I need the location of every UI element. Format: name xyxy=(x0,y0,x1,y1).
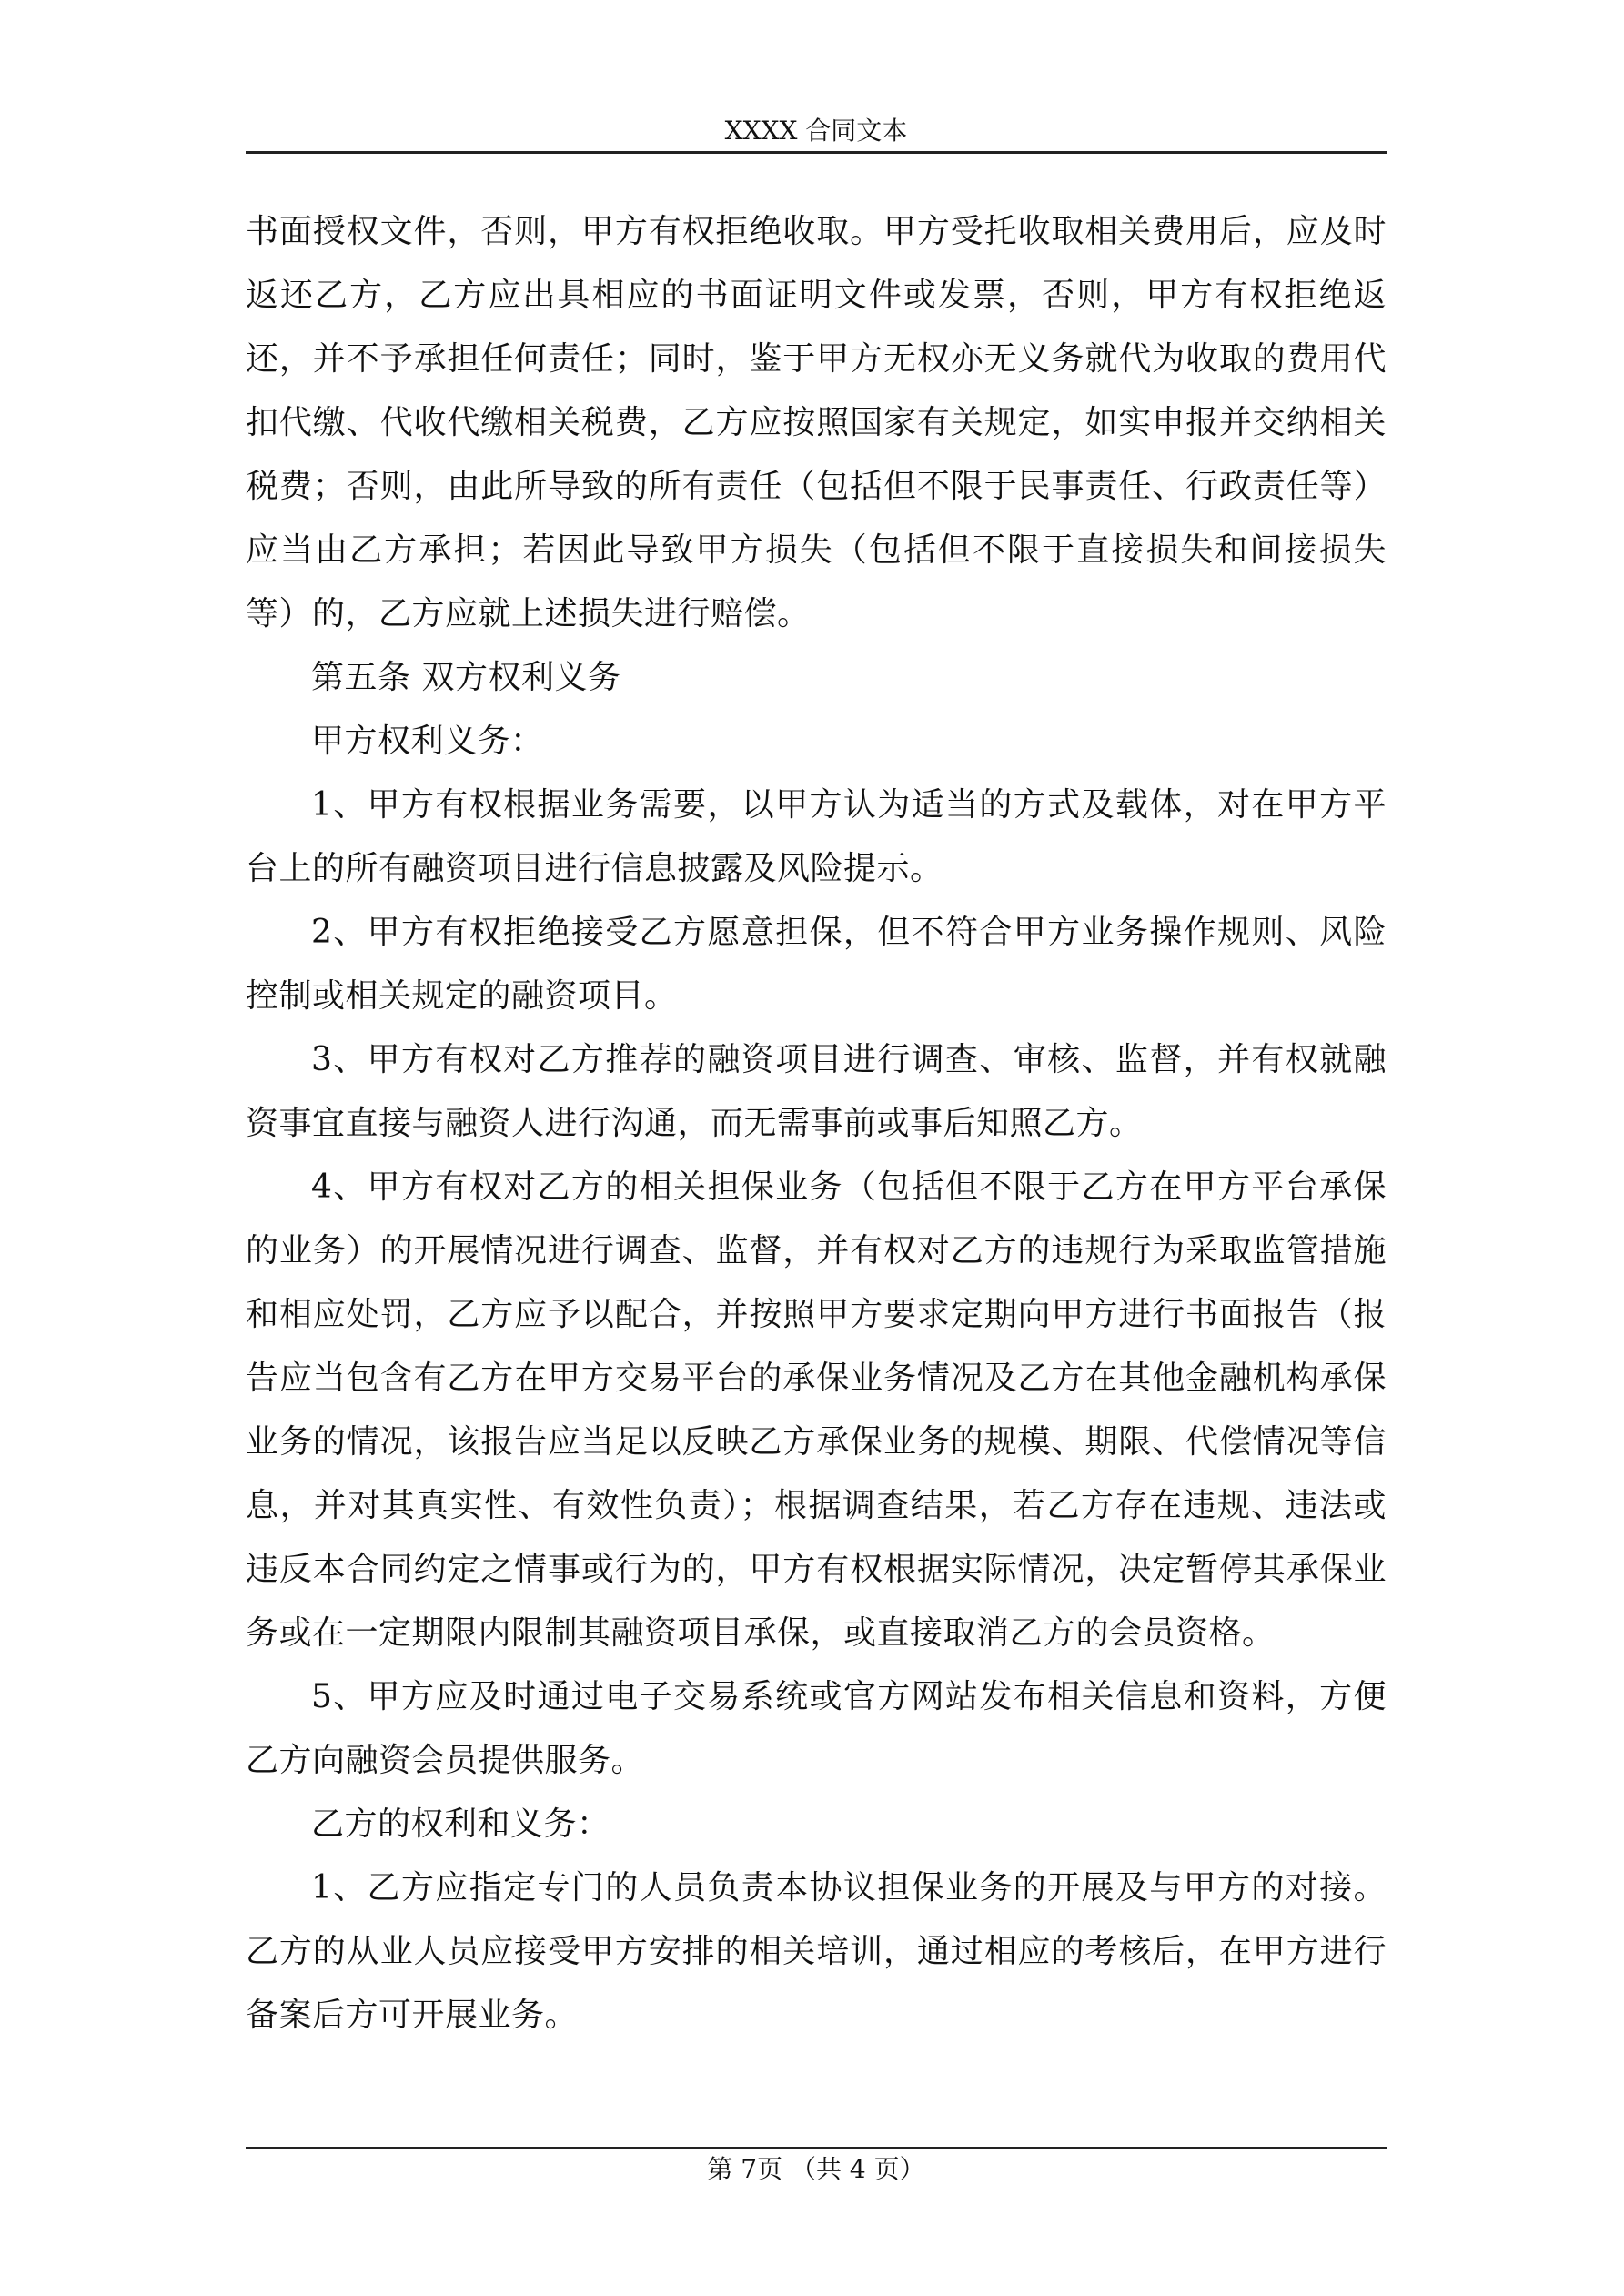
clause-a-3: 3、甲方有权对乙方推荐的融资项目进行调查、审核、监督，并有权就融资事宜直接与融资人进行沟通，而无需事前或事后知照乙方。 xyxy=(246,1041,1387,1142)
page-header-title: XXXX 合同文本 xyxy=(724,116,908,146)
clause-a-5: 5、甲方应及时通过电子交易系统或官方网站发布相关信息和资料，方便乙方向融资会员提供服务。 xyxy=(246,1678,1387,1779)
clause-a-1: 1、甲方有权根据业务需要，以甲方认为适当的方式及载体，对在甲方平台上的所有融资项目进行信息披露及风险提示。 xyxy=(246,786,1387,887)
paragraph-continuation: 书面授权文件，否则，甲方有权拒绝收取。甲方受托收取相关费用后，应及时返还乙方，乙方应出具相应的书面证明文件或发票，否则，甲方有权拒绝返还，并不予承担任何责任；同时，鉴于甲方无权亦无义务就代为收取的费用代扣代缴、代收代缴相关税费，乙方应按照国家有关规定，如实申报并交纳相关税费；否则，由此所导致的所有责任（包括但不限于民事责任、行政责任等）应当由乙方承担；若因此导致甲方损失（包括但不限于直接损失和间接损失等）的，乙方应就上述损失进行赔偿。 xyxy=(246,213,1387,632)
clause-a-2: 2、甲方有权拒绝接受乙方愿意担保，但不符合甲方业务操作规则、风险控制或相关规定的融资项目。 xyxy=(246,914,1387,1015)
clause-b-1: 1、乙方应指定专门的人员负责本协议担保业务的开展及与甲方的对接。乙方的从业人员应接受甲方安排的相关培训，通过相应的考核后，在甲方进行备案后方可开展业务。 xyxy=(246,1869,1387,2034)
document-body xyxy=(246,200,1387,2048)
subheading-party-b-rights: 乙方的权利和义务： xyxy=(311,1805,610,1843)
page-number: 第 7页 （共 4 页） xyxy=(707,2154,925,2184)
header-divider xyxy=(246,151,1387,154)
footer-divider xyxy=(246,2147,1387,2149)
section-heading-article-5: 第五条 双方权利义务 xyxy=(311,659,621,696)
subheading-party-a-rights: 甲方权利义务： xyxy=(311,723,544,760)
clause-a-4: 4、甲方有权对乙方的相关担保业务（包括但不限于乙方在甲方平台承保的业务）的开展情况进行调查、监督，并有权对乙方的违规行为采取监管措施和相应处罚，乙方应予以配合，并按照甲方要求定期向甲方进行书面报告（报告应当包含有乙方在甲方交易平台的承保业务情况及乙方在其他金融机构承保业务的情况，该报告应当足以反映乙方承保业务的规模、期限、代偿情况等信息，并对其真实性、有效性负责）；根据调查结果，若乙方存在违规、违法或违反本合同约定之情事或行为的，甲方有权根据实际情况，决定暂停其承保业务或在一定期限内限制其融资项目承保，或直接取消乙方的会员资格。 xyxy=(246,1168,1387,1652)
